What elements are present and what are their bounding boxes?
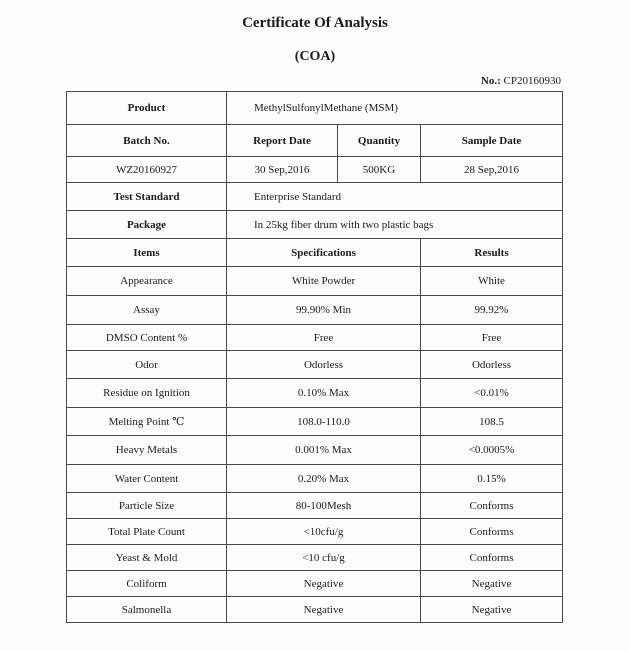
result-item: Salmonella (67, 597, 227, 623)
product-label: Product (67, 92, 227, 125)
result-spec: Odorless (227, 351, 421, 379)
result-spec: 108.0-110.0 (227, 408, 421, 436)
page-title: Certificate Of Analysis (242, 15, 388, 31)
result-value: <0.0005% (421, 436, 563, 465)
coa-table-body (67, 92, 563, 623)
result-value: Odorless (421, 351, 563, 379)
specifications-header: Specifications (227, 239, 421, 267)
result-row (67, 296, 563, 325)
result-value: Negative (421, 597, 563, 623)
quantity-header: Quantity (338, 125, 421, 157)
result-row (67, 408, 563, 436)
test-standard-label: Test Standard (67, 183, 227, 211)
result-row (67, 351, 563, 379)
batch-header-row (67, 125, 563, 157)
result-spec: Negative (227, 571, 421, 597)
coa-table (66, 91, 563, 623)
batch-no-header: Batch No. (67, 125, 227, 157)
result-value: <0.01% (421, 379, 563, 408)
result-spec: Free (227, 325, 421, 351)
result-value: 108.5 (421, 408, 563, 436)
package-value: In 25kg fiber drum with two plastic bags (227, 211, 563, 239)
result-item: Total Plate Count (67, 519, 227, 545)
results-header-row (67, 239, 563, 267)
result-item: Assay (67, 296, 227, 325)
result-spec: 80-100Mesh (227, 493, 421, 519)
page-subtitle: (COA) (294, 49, 336, 64)
result-spec: <10cfu/g (227, 519, 421, 545)
sample-date-value: 28 Sep,2016 (421, 157, 563, 183)
document-number (481, 75, 561, 87)
result-value: Conforms (421, 545, 563, 571)
result-row (67, 325, 563, 351)
package-row (67, 211, 563, 239)
batch-row (67, 157, 563, 183)
result-spec: Negative (227, 597, 421, 623)
package-label: Package (67, 211, 227, 239)
result-spec: 0.10% Max (227, 379, 421, 408)
sample-date-header: Sample Date (421, 125, 563, 157)
quantity-value: 500KG (338, 157, 421, 183)
result-value: Free (421, 325, 563, 351)
items-header: Items (67, 239, 227, 267)
result-item: Odor (67, 351, 227, 379)
result-value: 99.92% (421, 296, 563, 325)
result-row (67, 545, 563, 571)
result-value: 0.15% (421, 465, 563, 493)
result-row (67, 493, 563, 519)
result-row (67, 379, 563, 408)
result-item: Heavy Metals (67, 436, 227, 465)
result-value: Negative (421, 571, 563, 597)
result-item: Coliform (67, 571, 227, 597)
report-date-header: Report Date (227, 125, 338, 157)
result-spec: <10 cfu/g (227, 545, 421, 571)
result-item: Melting Point ℃ (67, 408, 227, 436)
result-spec: 0.001% Max (227, 436, 421, 465)
result-row (67, 465, 563, 493)
result-row (67, 267, 563, 296)
result-item: Appearance (67, 267, 227, 296)
product-row (67, 92, 563, 125)
result-row (67, 519, 563, 545)
batch-no-value: WZ20160927 (67, 157, 227, 183)
document-number-label: No.: (480, 75, 501, 87)
result-spec: 0.20% Max (227, 465, 421, 493)
result-value: Conforms (421, 493, 563, 519)
document-number-value: CP20160930 (503, 75, 561, 87)
report-date-value: 30 Sep,2016 (227, 157, 338, 183)
result-item: Yeast & Mold (67, 545, 227, 571)
result-row (67, 436, 563, 465)
result-value: Conforms (421, 519, 563, 545)
test-standard-row (67, 183, 563, 211)
result-spec: White Powder (227, 267, 421, 296)
result-spec: 99.90% Min (227, 296, 421, 325)
result-item: Particle Size (67, 493, 227, 519)
result-value: White (421, 267, 563, 296)
result-row (67, 571, 563, 597)
test-standard-value: Enterprise Standard (227, 183, 563, 211)
result-item: DMSO Content % (67, 325, 227, 351)
product-value: MethylSulfonylMethane (MSM) (227, 92, 563, 125)
result-row (67, 597, 563, 623)
result-item: Water Content (67, 465, 227, 493)
result-item: Residue on Ignition (67, 379, 227, 408)
results-header: Results (421, 239, 563, 267)
